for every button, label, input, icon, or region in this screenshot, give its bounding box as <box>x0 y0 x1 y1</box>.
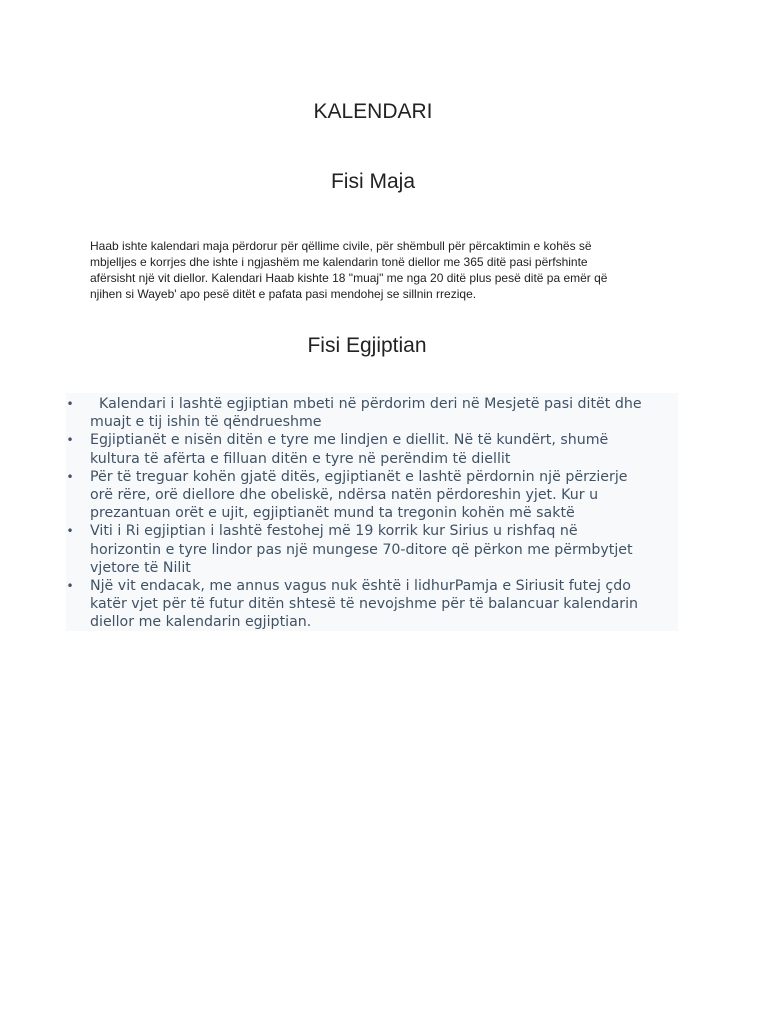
list-item-line: muajt e tij ishin të qëndrueshme <box>90 414 322 431</box>
egyptian-facts-list <box>66 393 678 632</box>
list-item-line: Një vit endacak, me annus vagus nuk është i lidhurPamja e Siriusit futej çdo <box>90 578 631 595</box>
section-heading-maya: Fisi Maja <box>330 170 415 193</box>
bullet-icon: • <box>66 469 74 484</box>
list-item <box>66 468 678 523</box>
list-item <box>66 577 678 632</box>
paragraph-line: njihen si Wayeb' apo pesë ditët e pafata pasi mendohej se sillnin rreziqe. <box>90 287 477 301</box>
list-item <box>66 431 678 467</box>
bullet-icon: • <box>66 524 74 539</box>
maya-paragraph <box>90 238 670 302</box>
paragraph-line: Haab ishte kalendari maja përdorur për qëllime civile, për shëmbull për përcaktimin e kohës së <box>90 239 592 253</box>
list-item-line: katër vjet për të futur ditën shtesë të nevojshme për të balancuar kalendarin <box>90 596 639 613</box>
section-heading-egyptian: Fisi Egjiptian <box>307 334 427 357</box>
list-item-line: horizontin e tyre lindor pas një mungese 70-ditore që përkon me përmbytjet <box>90 541 633 558</box>
list-item-line: Kalendari i lashtë egjiptian mbeti në përdorim deri në Mesjetë pasi ditët dhe <box>90 396 642 412</box>
paragraph-line: mbjelljes e korrjes dhe ishte i ngjashëm me kalendarin tonë diellor me 365 ditë pasi përfshinte <box>90 255 588 269</box>
list-item-line: Egjiptianët e nisën ditën e tyre me lindjen e diellit. Në të kundërt, shumë <box>90 432 609 449</box>
bullet-icon: • <box>66 433 74 448</box>
page-title: KALENDARI <box>313 100 433 123</box>
list-item-line: vjetore të Nilit <box>90 559 191 576</box>
list-item <box>66 522 678 577</box>
egyptian-facts-box <box>66 393 678 631</box>
list-item-line: Viti i Ri egjiptian i lashtë festohej më 19 korrik kur Sirius u rishfaq në <box>90 523 578 540</box>
list-item-line: prezantuan orët e ujit, egjiptianët mund ta tregonin kohën më saktë <box>90 505 575 522</box>
bullet-icon: • <box>66 397 74 411</box>
bullet-icon: • <box>66 579 74 594</box>
list-item-line: Për të treguar kohën gjatë ditës, egjiptianët e lashtë përdornin një përzierje <box>90 468 628 485</box>
list-item-line: orë rëre, orë diellore dhe obeliskë, ndërsa natën përdoreshin yjet. Kur u <box>90 487 599 504</box>
paragraph-line: afërsisht një vit diellor. Kalendari Haab kishte 18 "muaj" me nga 20 ditë plus pesë ditë pa emër që <box>90 271 608 285</box>
list-item <box>66 395 678 431</box>
list-item-line: diellor me kalendarin egjiptian. <box>90 614 312 631</box>
list-item-line: kultura të afërta e filluan ditën e tyre në perëndim të diellit <box>90 450 511 467</box>
